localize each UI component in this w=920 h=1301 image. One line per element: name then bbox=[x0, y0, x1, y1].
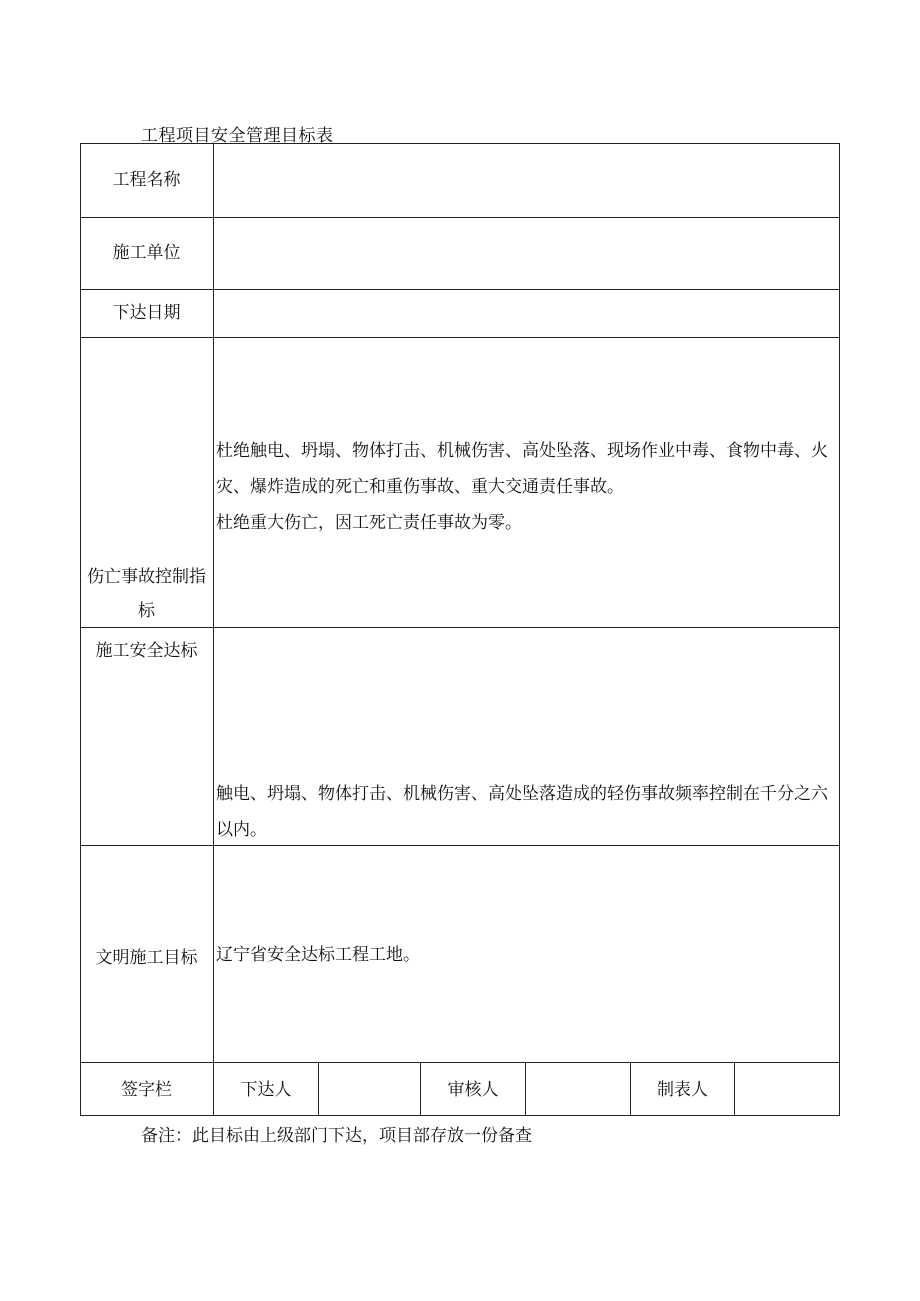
casualty-control-paragraph-2: 杜绝重大伤亡，因工死亡责任事故为零。 bbox=[216, 513, 522, 533]
document-title: 工程项目安全管理目标表 bbox=[141, 126, 334, 146]
safety-standard-label: 施工安全达标 bbox=[95, 641, 198, 661]
row-divider bbox=[80, 217, 840, 218]
column-divider bbox=[734, 1062, 735, 1116]
project-name-label: 工程名称 bbox=[112, 170, 181, 190]
column-divider bbox=[213, 143, 214, 1116]
casualty-control-label-line2: 标 bbox=[138, 601, 155, 621]
casualty-control-content bbox=[216, 433, 834, 541]
reviewer-label: 审核人 bbox=[447, 1080, 499, 1100]
civilized-target-label: 文明施工目标 bbox=[95, 948, 198, 968]
row-divider bbox=[80, 289, 840, 290]
row-divider bbox=[80, 1062, 840, 1063]
issuer-label: 下达人 bbox=[240, 1080, 292, 1100]
signature-label: 签字栏 bbox=[121, 1080, 172, 1100]
row-divider bbox=[80, 337, 840, 338]
casualty-control-label-line1: 伤亡事故控制指 bbox=[87, 567, 206, 587]
casualty-control-paragraph-1: 杜绝触电、坍塌、物体打击、机械伤害、高处坠落、现场作业中毒、食物中毒、火灾、爆炸造成的死亡和重伤事故、重大交通责任事故。 bbox=[216, 441, 828, 497]
casualty-control-label bbox=[80, 560, 213, 628]
civilized-target-value: 辽宁省安全达标工程工地。 bbox=[216, 945, 420, 965]
column-divider bbox=[318, 1062, 319, 1116]
safety-standard-content bbox=[216, 776, 834, 848]
column-divider bbox=[525, 1062, 526, 1116]
footnote: 备注：此目标由上级部门下达，项目部存放一份备查 bbox=[141, 1126, 532, 1146]
issue-date-label: 下达日期 bbox=[112, 303, 181, 323]
preparer-label: 制表人 bbox=[657, 1080, 708, 1100]
construction-unit-label: 施工单位 bbox=[112, 243, 181, 263]
safety-standard-paragraph: 触电、坍塌、物体打击、机械伤害、高处坠落造成的轻伤事故频率控制在千分之六以内。 bbox=[216, 784, 828, 840]
